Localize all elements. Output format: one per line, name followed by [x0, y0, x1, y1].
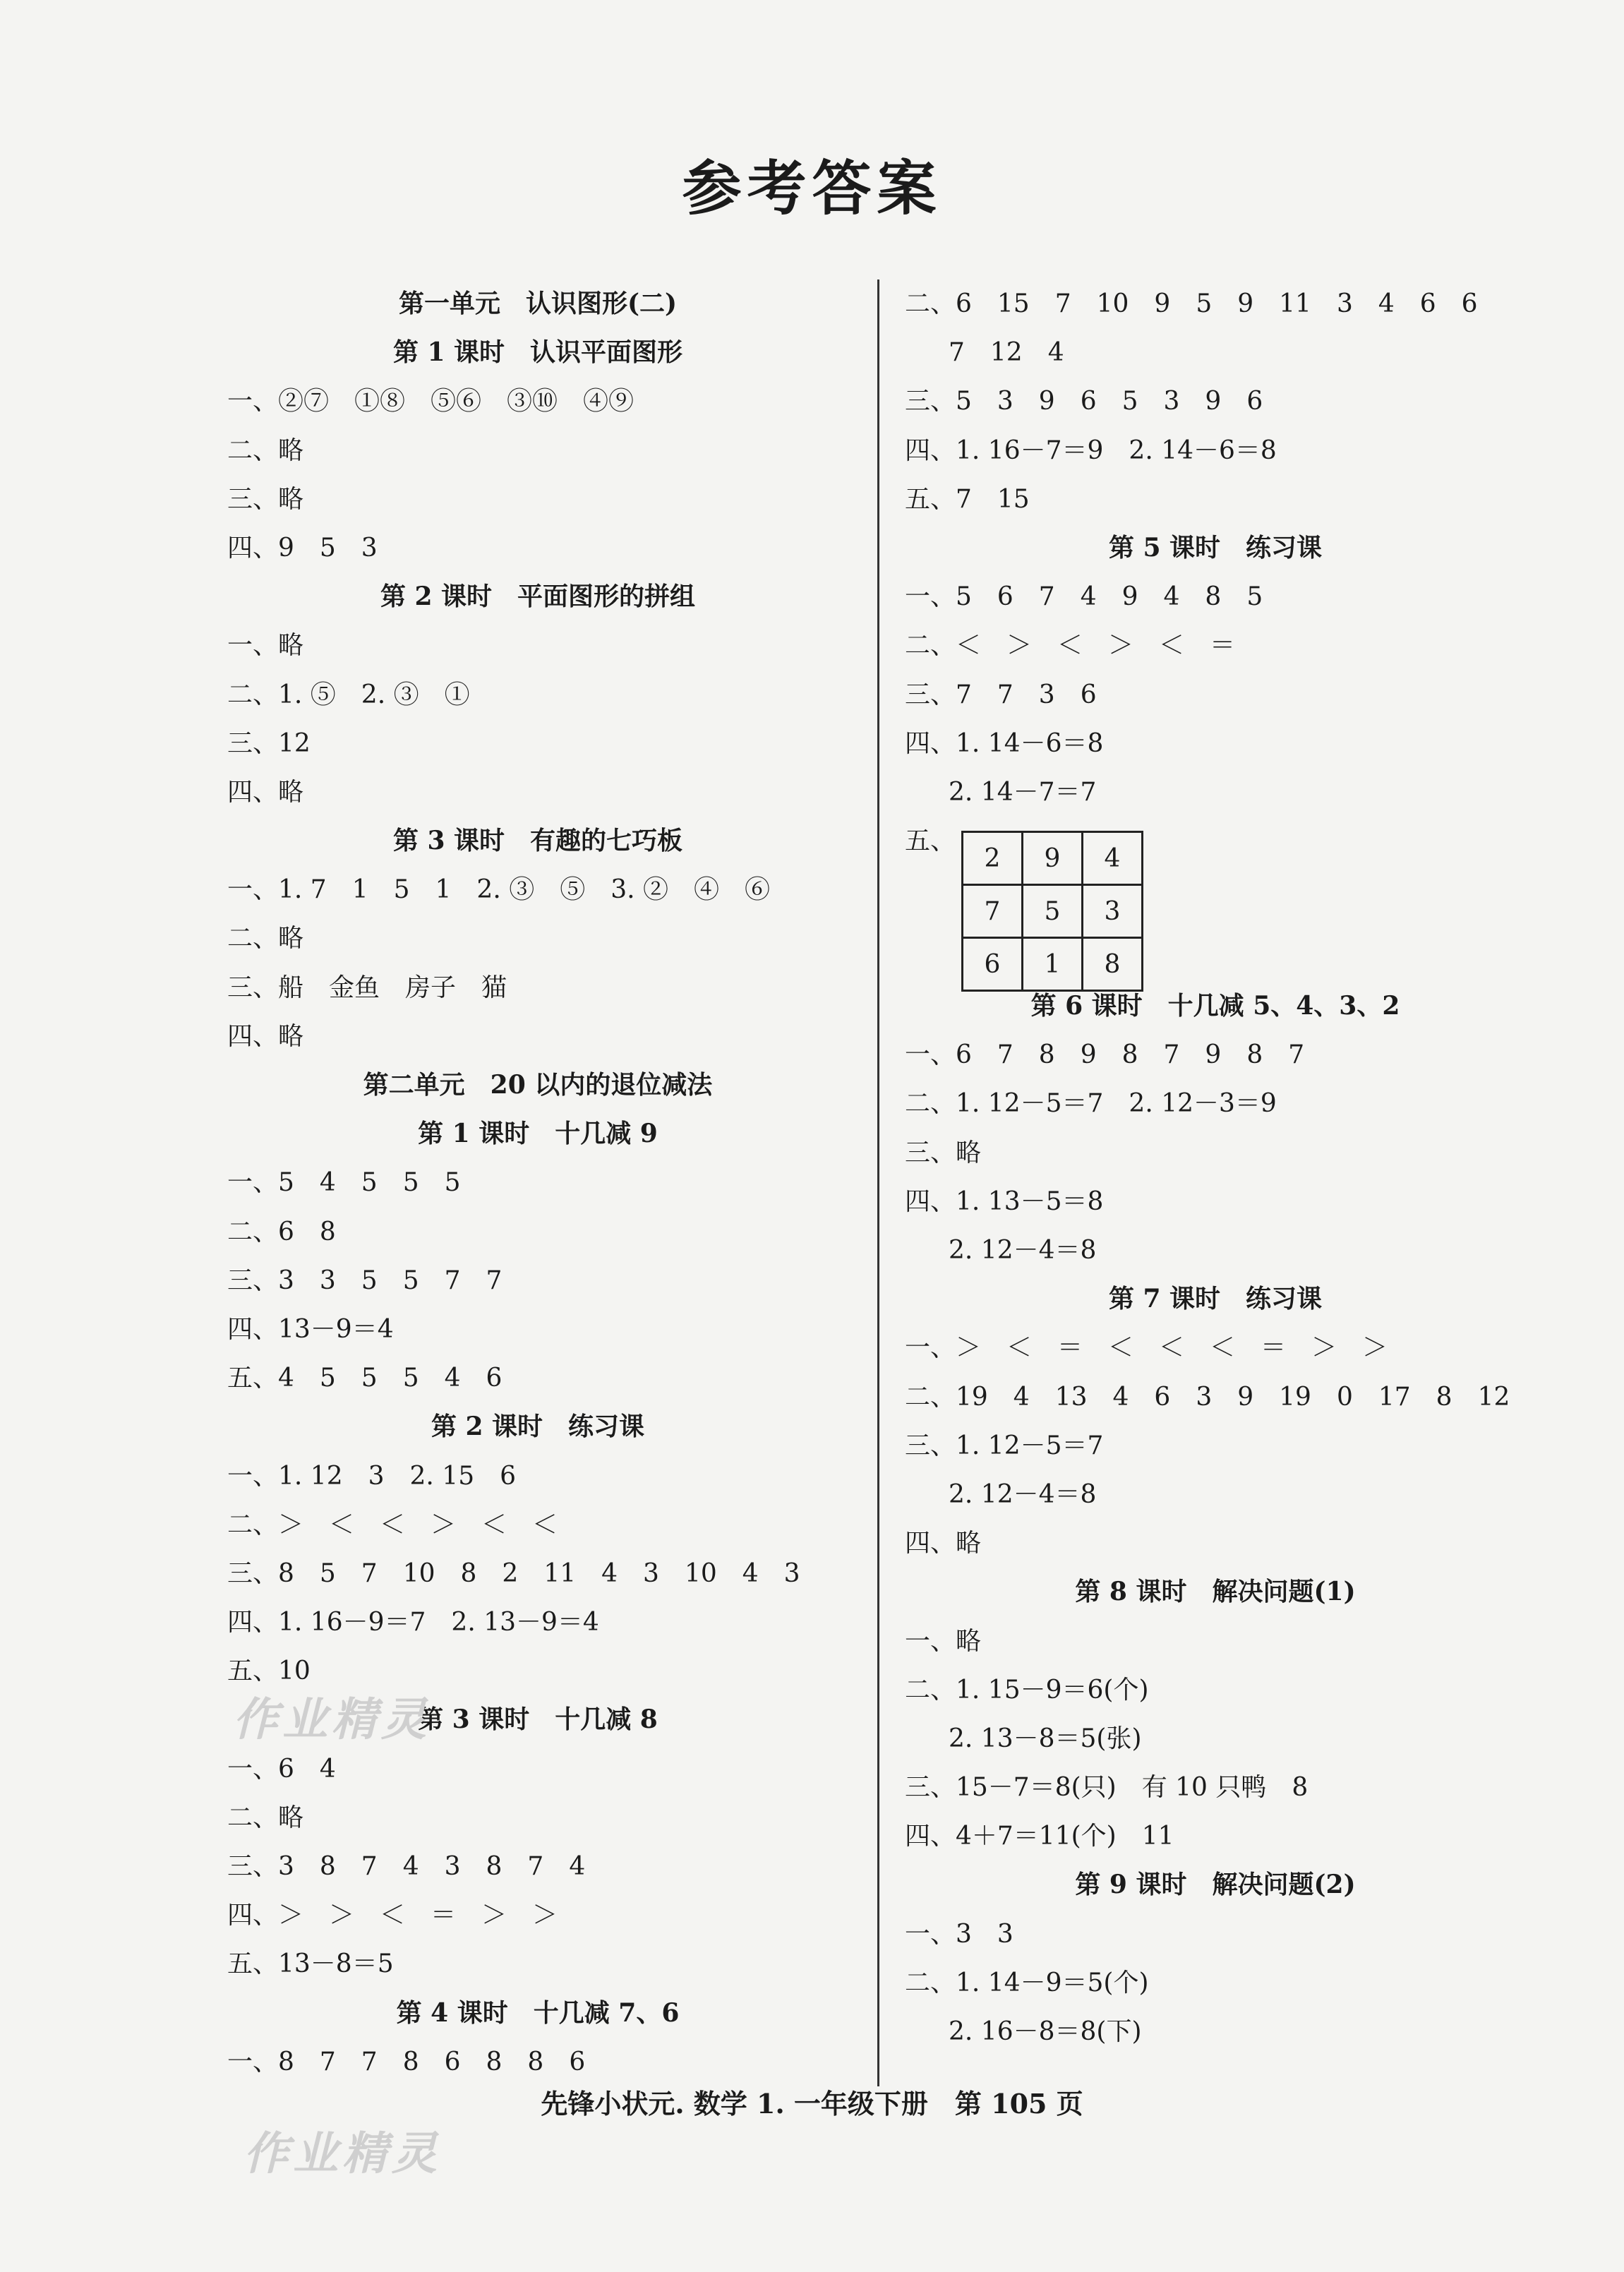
- magic-square-cell: 7: [963, 885, 1023, 938]
- right-answer-line: 一、＞ ＜ ＝ ＜ ＜ ＜ ＝ ＞ ＞: [905, 1333, 1388, 1363]
- left-answer-line: 五、10: [227, 1657, 311, 1686]
- right-answer-line: 一、略: [905, 1626, 982, 1656]
- left-answer-line: 四、13－9＝4: [227, 1314, 394, 1344]
- left-answer-line: 二、略: [227, 435, 304, 465]
- page-footer: 先锋小状元. 数学 1. 一年级下册 第 105 页: [541, 2088, 1083, 2120]
- left-answer-line: 五、4 5 5 5 4 6: [227, 1364, 503, 1393]
- left-section-heading: 第 2 课时 练习课: [431, 1412, 645, 1442]
- left-answer-line: 一、6 4: [227, 1754, 336, 1784]
- magic-square-row: [963, 885, 1143, 938]
- right-section-heading: 第 7 课时 练习课: [1108, 1284, 1323, 1314]
- right-answer-line: 四、1. 14－6＝8: [905, 728, 1104, 758]
- left-answer-line: 二、1. ⑤ 2. ③ ①: [227, 680, 470, 709]
- left-section-heading: 第 1 课时 十几减 9: [418, 1119, 658, 1149]
- watermark: 作业精灵: [243, 2127, 441, 2180]
- left-answer-line: 一、略: [227, 631, 304, 661]
- right-answer-line: 三、15－7＝8(只) 有 10 只鸭 8: [905, 1773, 1309, 1803]
- right-answer-line: 2. 14－7＝7: [949, 777, 1097, 807]
- left-section-heading: 第 2 课时 平面图形的拼组: [380, 582, 696, 612]
- column-divider: [877, 280, 879, 2086]
- right-answer-line: 二、19 4 13 4 6 3 9 19 0 17 8 12: [905, 1382, 1510, 1412]
- right-answer-line: 2. 16－8＝8(下): [949, 2017, 1142, 2046]
- left-answer-line: 二、6 8: [227, 1217, 336, 1246]
- magic-square-cell: 1: [1023, 938, 1083, 991]
- left-answer-line: 四、1. 16－9＝7 2. 13－9＝4: [227, 1608, 599, 1637]
- right-answer-line: 三、1. 12－5＝7: [905, 1431, 1104, 1460]
- left-section-heading: 第一单元 认识图形(二): [398, 289, 678, 318]
- left-answer-line: 三、3 3 5 5 7 7: [227, 1266, 503, 1295]
- left-section-heading: 第 3 课时 有趣的七巧板: [392, 826, 683, 856]
- right-answer-line: 一、3 3: [905, 1919, 1014, 1949]
- left-answer-line: 三、略: [227, 484, 304, 514]
- right-answer-line: 三、7 7 3 6: [905, 680, 1097, 709]
- page-title: 参考答案: [682, 153, 942, 223]
- left-answer-line: 三、8 5 7 10 8 2 11 4 3 10 4 3: [227, 1558, 800, 1588]
- right-answer-line: 二、1. 14－9＝5(个): [905, 1968, 1149, 1997]
- left-answer-line: 二、略: [227, 924, 304, 954]
- left-answer-line: 一、5 4 5 5 5: [227, 1168, 461, 1198]
- left-answer-line: 四、略: [227, 1021, 304, 1051]
- right-answer-line: 四、1. 13－5＝8: [905, 1186, 1104, 1216]
- left-answer-line: 四、略: [227, 777, 304, 807]
- magic-square-cell: 3: [1083, 885, 1143, 938]
- left-answer-line: 一、1. 7 1 5 1 2. ③ ⑤ 3. ② ④ ⑥: [227, 875, 770, 905]
- magic-square-label: 五、: [905, 827, 956, 856]
- left-section-heading: 第 4 课时 十几减 7、6: [396, 1997, 680, 2028]
- right-answer-line: 二、＜ ＞ ＜ ＞ ＜ ＝: [905, 631, 1236, 661]
- magic-square-cell: 6: [963, 938, 1023, 991]
- magic-square-cell: 4: [1083, 832, 1143, 885]
- magic-square-cell: 5: [1023, 885, 1083, 938]
- magic-square-table: [961, 831, 1143, 992]
- left-answer-line: 四、9 5 3: [227, 533, 378, 563]
- left-answer-line: 一、②⑦ ①⑧ ⑤⑥ ③⑩ ④⑨: [227, 387, 634, 416]
- left-answer-line: 四、＞ ＞ ＜ ＝ ＞ ＞: [227, 1901, 558, 1930]
- right-answer-line: 2. 13－8＝5(张): [949, 1724, 1142, 1753]
- right-answer-line: 五、7 15: [905, 484, 1030, 514]
- magic-square-cell: 2: [963, 832, 1023, 885]
- right-answer-line: 一、6 7 8 9 8 7 9 8 7: [905, 1040, 1305, 1070]
- right-answer-line: 二、1. 12－5＝7 2. 12－3＝9: [905, 1089, 1277, 1119]
- left-answer-line: 二、略: [227, 1803, 304, 1832]
- magic-square-cell: 8: [1083, 938, 1143, 991]
- right-column: [905, 280, 1526, 2056]
- right-answer-line: 三、略: [905, 1138, 982, 1167]
- left-column: [227, 280, 848, 2086]
- right-section-heading: 第 8 课时 解决问题(1): [1075, 1577, 1356, 1607]
- left-section-heading: 第 1 课时 认识平面图形: [392, 337, 683, 368]
- magic-square-answer: [905, 817, 1526, 982]
- left-answer-line: 二、＞ ＜ ＜ ＞ ＜ ＜: [227, 1510, 558, 1539]
- right-answer-line: 2. 12－4＝8: [949, 1236, 1097, 1265]
- left-answer-line: 三、3 8 7 4 3 8 7 4: [227, 1852, 586, 1881]
- left-section-heading: 第 3 课时 十几减 8: [418, 1705, 658, 1735]
- right-answer-line: 二、1. 15－9＝6(个): [905, 1675, 1149, 1705]
- right-answer-line: 7 12 4: [949, 338, 1064, 368]
- right-answer-line: 三、5 3 9 6 5 3 9 6: [905, 387, 1263, 416]
- left-section-heading: 第二单元 20 以内的退位减法: [363, 1070, 713, 1100]
- left-answer-line: 一、1. 12 3 2. 15 6: [227, 1461, 517, 1491]
- right-answer-line: 四、4＋7＝11(个) 11: [905, 1822, 1174, 1851]
- right-section-heading: 第 6 课时 十几减 5、4、3、2: [1030, 991, 1400, 1021]
- right-answer-line: 2. 12－4＝8: [949, 1479, 1097, 1509]
- right-answer-line: 四、略: [905, 1529, 982, 1558]
- right-answer-line: 二、6 15 7 10 9 5 9 11 3 4 6 6: [905, 289, 1478, 318]
- right-section-heading: 第 9 课时 解决问题(2): [1075, 1870, 1356, 1900]
- right-section-heading: 第 5 课时 练习课: [1108, 532, 1323, 563]
- magic-square-cell: 9: [1023, 832, 1083, 885]
- watermark: 作业精灵: [233, 1693, 431, 1746]
- right-answer-line: 一、5 6 7 4 9 4 8 5: [905, 582, 1263, 612]
- magic-square-row: [963, 832, 1143, 885]
- right-answer-line: 四、1. 16－7＝9 2. 14－6＝8: [905, 435, 1277, 465]
- left-answer-line: 三、船 金鱼 房子 猫: [227, 973, 507, 1002]
- left-answer-line: 一、8 7 7 8 6 8 8 6: [227, 2047, 586, 2076]
- left-answer-line: 三、12: [227, 728, 311, 758]
- left-answer-line: 五、13－8＝5: [227, 1949, 394, 1979]
